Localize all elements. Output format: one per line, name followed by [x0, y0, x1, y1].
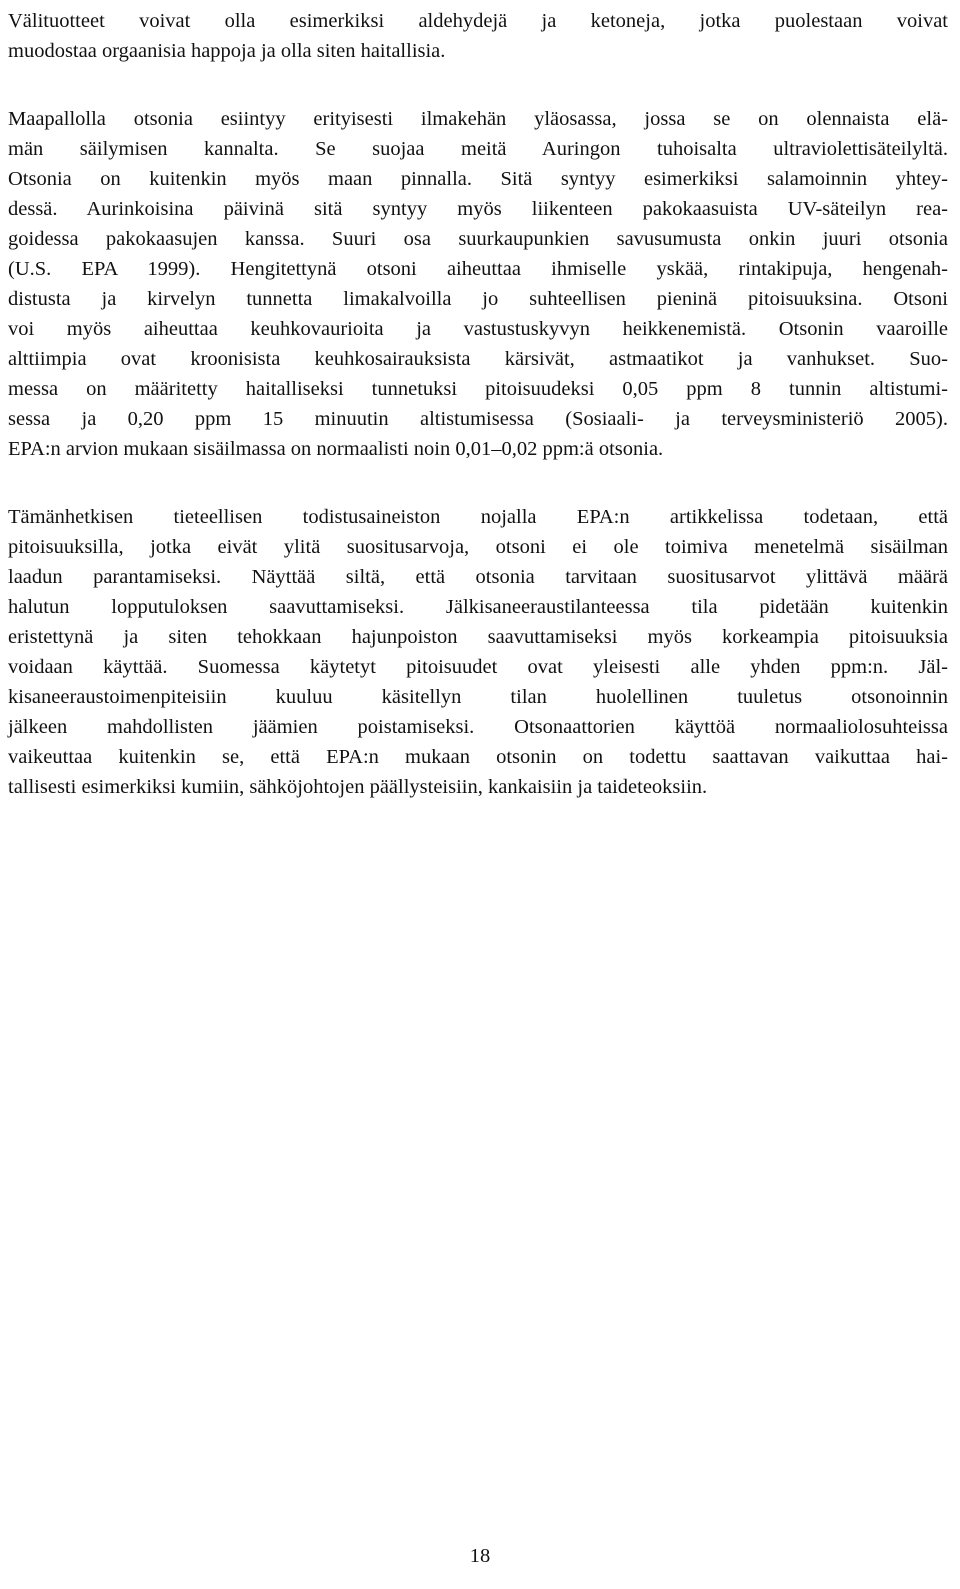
text-line: Maapallolla otsonia esiintyy erityisesti ilmakehän yläosassa, jossa se on olennaista elä- — [8, 108, 948, 130]
paragraph-1 — [8, 6, 948, 66]
text-line: jälkeen mahdollisten jäämien poistamiseksi. Otsonaattorien käyttöä normaaliolosuhteissa — [8, 716, 948, 738]
text-line: vaikeuttaa kuitenkin se, että EPA:n mukaan otsonin on todettu saattavan vaikuttaa hai- — [8, 746, 948, 768]
text-line: sessa ja 0,20 ppm 15 minuutin altistumisessa (Sosiaali- ja terveysministeriö 2005). — [8, 408, 948, 430]
text-line: kisaneeraustoimenpiteisiin kuuluu käsitellyn tilan huolellinen tuuletus otsonoinnin — [8, 686, 948, 708]
text-line: Otsonia on kuitenkin myös maan pinnalla. Sitä syntyy esimerkiksi salamoinnin yhtey- — [8, 168, 948, 190]
text-line: dessä. Aurinkoisina päivinä sitä syntyy myös liikenteen pakokaasuista UV-säteilyn rea- — [8, 198, 948, 220]
text-line: Tämänhetkisen tieteellisen todistusaineiston nojalla EPA:n artikkelissa todetaan, että — [8, 506, 948, 528]
text-line: Välituotteet voivat olla esimerkiksi aldehydejä ja ketoneja, jotka puolestaan voivat — [8, 10, 948, 32]
text-line: alttiimpia ovat kroonisista keuhkosairauksista kärsivät, astmaatikot ja vanhukset. Suo- — [8, 348, 948, 370]
page-number: 18 — [469, 1545, 491, 1567]
text-line: voidaan käyttää. Suomessa käytetyt pitoisuudet ovat yleisesti alle yhden ppm:n. Jäl- — [8, 656, 948, 678]
paragraph-gap — [8, 66, 948, 104]
text-line: EPA:n arvion mukaan sisäilmassa on normaalisti noin 0,01–0,02 ppm:ä otsonia. — [8, 438, 664, 460]
paragraph-gap — [8, 464, 948, 502]
text-line: män säilymisen kannalta. Se suojaa meitä Auringon tuhoisalta ultraviolettisäteilyltä. — [8, 138, 948, 160]
text-line: eristettynä ja siten tehokkaan hajunpoiston saavuttamiseksi myös korkeampia pitoisuuksia — [8, 626, 948, 648]
text-line: tallisesti esimerkiksi kumiin, sähköjohtojen päällysteisiin, kankaisiin ja taideteoksiin. — [8, 776, 708, 798]
text-line: muodostaa orgaanisia happoja ja olla siten haitallisia. — [8, 40, 446, 62]
text-line: pitoisuuksilla, jotka eivät ylitä suositusarvoja, otsoni ei ole toimiva menetelmä sisäilman — [8, 536, 948, 558]
text-line: voi myös aiheuttaa keuhkovaurioita ja vastustuskyvyn heikkenemistä. Otsonin vaaroille — [8, 318, 948, 340]
paragraph-2 — [8, 104, 948, 464]
text-line: laadun parantamiseksi. Näyttää siltä, että otsonia tarvitaan suositusarvot ylittävä määrä — [8, 566, 948, 588]
text-line: messa on määritetty haitalliseksi tunnetuksi pitoisuudeksi 0,05 ppm 8 tunnin altistumi- — [8, 378, 948, 400]
text-line: halutun lopputuloksen saavuttamiseksi. Jälkisaneeraustilanteessa tila pidetään kuitenkin — [8, 596, 948, 618]
text-line: distusta ja kirvelyn tunnetta limakalvoilla jo suhteellisen pieninä pitoisuuksina. Otsoni — [8, 288, 948, 310]
text-line: goidessa pakokaasujen kanssa. Suuri osa suurkaupunkien savusumusta onkin juuri otsonia — [8, 228, 948, 250]
paragraph-3 — [8, 502, 948, 802]
text-line: (U.S. EPA 1999). Hengitettynä otsoni aiheuttaa ihmiselle yskää, rintakipuja, hengenah- — [8, 258, 948, 280]
document-page — [8, 6, 948, 802]
